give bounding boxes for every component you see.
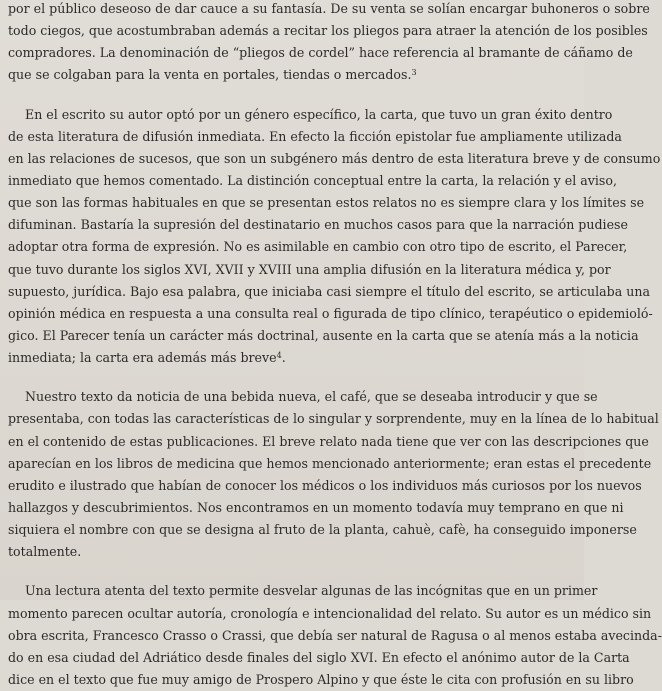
text-line-content: que se colgaban para la venta en portales, tiendas o mercados <box>8 67 408 83</box>
text-line: Nuestro texto da noticia de una bebida nueva, el café, que se deseaba introducir y que se <box>25 389 598 405</box>
text-line: difuminan. Bastaría la supresión del destinatario en muchos casos para que la narración pudiese <box>8 217 628 233</box>
text-line: En el escrito su autor optó por un género específico, la carta, que tuvo un gran éxito dentro <box>25 106 613 122</box>
text-line: siquiera el nombre con que se designa al fruto de la planta, cahuè, cafè, ha conseguido imponerse <box>8 522 637 538</box>
paragraph-2 <box>8 104 661 370</box>
text-line: Una lectura atenta del texto permite desvelar algunas de las incógnitas que en un primer <box>25 583 598 599</box>
text-line: gico. El Parecer tenía un carácter más doctrinal, ausente en la carta que se atenía más a la noticia <box>8 327 639 343</box>
text-line: opinión médica en respuesta a una consulta real o figurada de tipo clínico, terapéutico o epidemioló- <box>8 305 653 321</box>
text-line: compradores. La denominación de “pliegos de cordel” hace referencia al bramante de cáñamo de <box>8 45 633 61</box>
text-line: do en esa ciudad del Adriático desde finales del siglo XVI. En efecto el anónimo autor de la Carta <box>8 649 630 665</box>
text-line: en el contenido de estas publicaciones. El breve relato nada tiene que ver con las descripciones que <box>8 433 649 449</box>
paragraph-gap <box>8 563 570 580</box>
text-line: por el público deseoso de dar cauce a su fantasía. De su venta se solían encargar buhoneros o sobre <box>8 1 650 16</box>
text-line-last: inmediata; la carta era además más breve$^4$. <box>8 350 286 366</box>
paragraph-1 <box>8 0 650 87</box>
text-line: erudito e ilustrado que habían de conocer los médicos o los individuos más curiosos por los nuevos <box>8 477 642 493</box>
paragraph-4 <box>8 580 662 691</box>
body-text <box>8 0 662 691</box>
footnote-ref-3: 3 <box>411 68 417 78</box>
text-line: aparecían en los libros de medicina que hemos mencionado anteriormente; eran estas el precedente <box>8 455 652 471</box>
text-line: presentaba, con todas las características de lo singular y sorprendente, muy en la línea de lo habitual <box>8 411 659 427</box>
text-line: hallazgos y descubrimientos. Nos encontramos en un momento todavía muy temprano en que ni <box>8 499 624 515</box>
text-line: dice en el texto que fue muy amigo de Prospero Alpino y que éste le cita con profusión en su libro <box>8 671 634 687</box>
text-line: que son las formas habituales en que se presentan estos relatos no es siempre clara y los límites se <box>8 195 645 211</box>
paragraph-3 <box>8 386 659 563</box>
text-line: inmediato que hemos comentado. La distinción conceptual entre la carta, la relación y el aviso, <box>8 172 617 188</box>
text-line: momento parecen ocultar autoría, cronología e intencionalidad del relato. Su autor es un médico sin <box>8 605 652 621</box>
text-line: adoptar otra forma de expresión. No es asimilable en cambio con otro tipo de escrito, el Parecer, <box>8 239 628 255</box>
text-line: en las relaciones de sucesos, que son un subgénero más dentro de esta literatura breve y de consumo <box>8 150 661 166</box>
footnote-ref-4: 4 <box>276 351 282 361</box>
text-line-content: inmediata; la carta era además más breve <box>8 350 277 366</box>
text-line: todo ciegos, que acostumbraban además a recitar los pliegos para atraer la atención de los posibles <box>8 23 648 39</box>
paragraph-gap <box>8 369 570 386</box>
text-line: que tuvo durante los siglos XVI, XVII y XVIII una amplia difusión en la literatura médica y, por <box>8 261 611 277</box>
text-line: obra escrita, Francesco Crasso o Crassi, que debía ser natural de Ragusa o al menos estaba avecinda- <box>8 627 662 643</box>
text-line-last: totalmente. <box>8 544 82 560</box>
text-line-last: que se colgaban para la venta en portales, tiendas o mercados.$^3$ <box>8 67 417 83</box>
paragraph-gap <box>8 87 570 104</box>
text-line: de esta literatura de difusión inmediata. En efecto la ficción epistolar fue ampliamente utilizada <box>8 128 622 144</box>
text-line: supuesto, jurídica. Bajo esa palabra, que iniciaba casi siempre el título del escrito, se articulaba una <box>8 283 650 299</box>
